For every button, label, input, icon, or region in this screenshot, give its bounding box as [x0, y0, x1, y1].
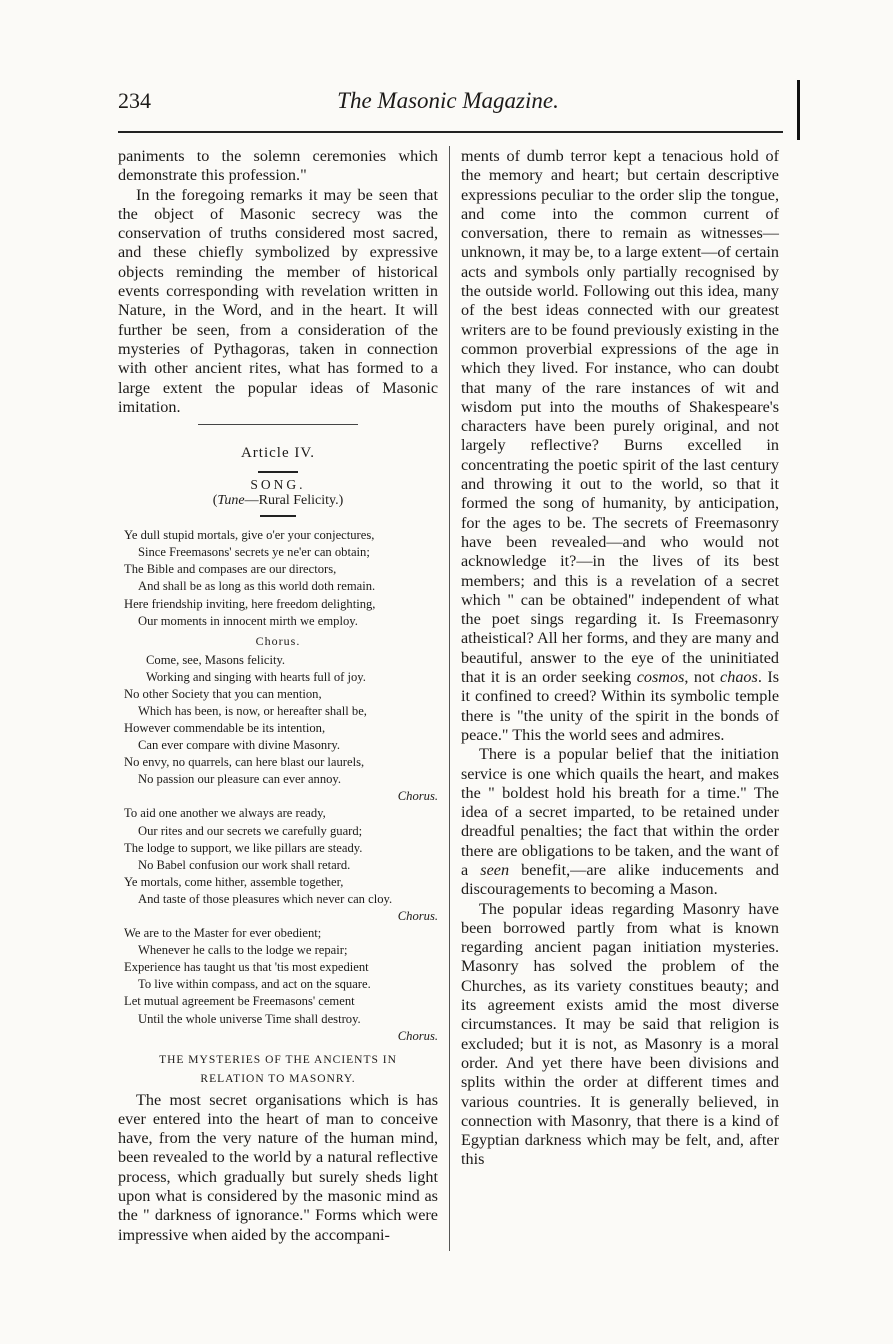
tune-name: —Rural Felicity.: [244, 493, 339, 509]
verse-line: Since Freemasons' secrets ye ne'er can obtain;: [138, 545, 370, 560]
tune-line: (Tune—Rural Felicity.): [212, 493, 344, 509]
verse-line: And shall be as long as this world doth remain.: [138, 579, 376, 594]
chorus-heading: Chorus.: [255, 633, 301, 648]
verse-line: Our rites and our secrets we carefully guard;: [138, 823, 363, 838]
chorus-tag: Chorus.: [397, 909, 438, 924]
verse-line: No passion our pleasure can ever annoy.: [138, 772, 342, 787]
page-header: [118, 88, 778, 120]
section-title-line-1: THE MYSTERIES OF THE ANCIENTS IN: [159, 1053, 397, 1066]
verse-line: Ye mortals, come hither, assemble together,: [124, 874, 344, 889]
verse-line: Which has been, is now, or hereafter shall be,: [138, 704, 367, 718]
initiation-ending: benefit,—are alike inducements and discouragements to becoming a Mason.: [461, 860, 779, 899]
verse-line: However commendable be its intention,: [124, 721, 326, 736]
initiation-text: There is a popular belief that the initiation service is one which quails the heart, and makes the " boldest hold his breath for a time." The idea of a secret imparted, to be retained under dreadful penalties; the fact that within the order there are obligations to be taken, and the want of a: [461, 745, 779, 879]
article-title: Article IV.: [240, 445, 316, 462]
song-verse-2: [118, 686, 438, 789]
tune-prefix: Tune: [217, 493, 245, 509]
song-verse-3: [118, 805, 438, 908]
verse-line: Whenever he calls to the lodge we repair;: [138, 943, 348, 958]
article-title-rule: [258, 471, 298, 473]
right-paragraph-popular-ideas: The popular ideas regarding Masonry have been borrowed partly from what is known regarding ancient pagan initiation mysteries. Masonry has solved the problem of the Churches, as its variety constitues beauty; and its agreement exists amid the most diverse circumstances. It may be said that religion is excluded; but it is not, as Masonry is a moral order. And yet there have been divisions and splits within the order at different times and various countries. It is generally believed, in connection with Masonry, that there is a kind of Egyptian darkness which may be felt, and, after this: [461, 899, 779, 1169]
verse-line: The Bible and compases are our directors,: [124, 562, 337, 577]
verse-line: Until the whole universe Time shall destroy.: [138, 1011, 361, 1026]
chaos-word: chaos: [720, 668, 758, 687]
page-number: 234: [118, 88, 151, 113]
verse-line: The lodge to support, we like pillars are steady.: [124, 840, 363, 855]
right-column: [461, 147, 779, 1170]
chorus-line: Come, see, Masons felicity.: [146, 652, 286, 667]
verse-line: To live within compass, and act on the square.: [138, 977, 371, 992]
chorus-tag: Chorus.: [397, 789, 438, 804]
verse-line: No Babel confusion our work shall retard.: [138, 857, 351, 872]
verse-line: Here friendship inviting, here freedom delighting,: [124, 596, 376, 611]
verse-line: Let mutual agreement be Freemasons' cement: [124, 994, 355, 1009]
verse-line: No other Society that you can mention,: [124, 686, 322, 701]
left-paragraph-mysteries: The most secret organisations which is has ever entered into the heart of man to conceive have, from the very nature of the human mind, been revealed to the world by a natural reflective process, which gradually but surely sheds light upon what is considered by the masonic mind as the " darkness of ignorance." Forms which were impressive when aided by the accompani-: [118, 1090, 438, 1244]
song-verse-4: [118, 925, 438, 1028]
verse-line: And taste of those pleasures which never can cloy.: [138, 891, 393, 906]
left-paragraph-secrecy: In the foregoing remarks it may be seen that the object of Masonic secrecy was the conservation of truths considered most sacred, and these chiefly symbolized by expressive objects reminding the member of historical events corresponding with revelation written in Nature, in the Word, and in the heart. It will further be seen, from a consideration of the mysteries of Pythagoras, taken in connection with other ancient rites, what has formed to a large extent the popular ideas of Masonic imitation.: [118, 185, 438, 416]
column-divider: [449, 146, 450, 1251]
left-column: [118, 147, 438, 1245]
song-verse-1: [118, 527, 438, 630]
chorus-line: Working and singing with hearts full of joy.: [146, 669, 366, 684]
left-paragraph-continued: paniments to the solemn ceremonies which demonstrate this profession.": [118, 147, 438, 185]
running-title: The Masonic Magazine.: [337, 88, 559, 113]
right-paragraph-continued: [461, 147, 779, 745]
song-title: SONG.: [250, 477, 306, 493]
verse-line: No envy, no quarrels, can here blast our laurels,: [124, 755, 365, 770]
verse-line: Ye dull stupid mortals, give o'er your conjectures,: [124, 528, 375, 543]
chorus-lines: [118, 652, 438, 686]
not-word: , not: [684, 668, 721, 687]
right-paragraph-initiation: [461, 745, 779, 899]
section-title-line-2: RELATION TO MASONRY.: [200, 1072, 356, 1085]
cosmos-word: cosmos: [636, 668, 685, 687]
verse-line: Experience has taught us that 'tis most expedient: [124, 960, 369, 975]
page-edge-mark: [797, 80, 800, 140]
verse-line: Our moments in innocent mirth we employ.: [138, 613, 358, 628]
section-title: [118, 1051, 438, 1089]
verse-line: We are to the Master for ever obedient;: [124, 926, 322, 941]
chorus-tag: Chorus.: [397, 1028, 438, 1043]
seen-word: seen: [480, 860, 510, 879]
header-rule: [118, 131, 783, 133]
right-paragraph-ending: . Is it confined to creed? Within its symbolic temple there is "the unity of the spirit in the bonds of peace." This the world sees and admires.: [461, 668, 780, 744]
song-title-rule: [260, 515, 296, 517]
article-divider-rule: [198, 424, 358, 425]
verse-line: To aid one another we always are ready,: [124, 806, 326, 821]
verse-line: Can ever compare with divine Masonry.: [138, 738, 341, 753]
right-paragraph-text: ments of dumb terror kept a tenacious hold of the memory and heart; but certain descriptive expressions peculiar to the order slip the tongue, and come into the common current of conversation, there to remain as witnesses—unknown, it may be, to a large extent—of certain acts and symbols only partially recognised by the outside world. Following out this idea, many of the best ideas connected with our greatest writers are to be found previously existing in the common proverbial expressions of the age in which they lived. For instance, who can doubt that many of the rare instances of wit and wisdom put into the mouths of Shakespeare's characters have been purely original, and not largely reflective? Burns excelled in concentrating the poetic spirit of the last century and throwing it out to the world, so that it formed the song of humanity, by anticipation, for the ages to be. The secrets of Freemasonry have been revealed—and who would not acknowledge it?—in the lives of its best members; and this is a revelation of a secret which " can be obtained" independent of what the poet sings regarding it. Is Freemasonry atheistical? All her forms, and they are many and beautiful, answer to the eye of the uninitiated that it is an order seeking: [461, 147, 779, 687]
